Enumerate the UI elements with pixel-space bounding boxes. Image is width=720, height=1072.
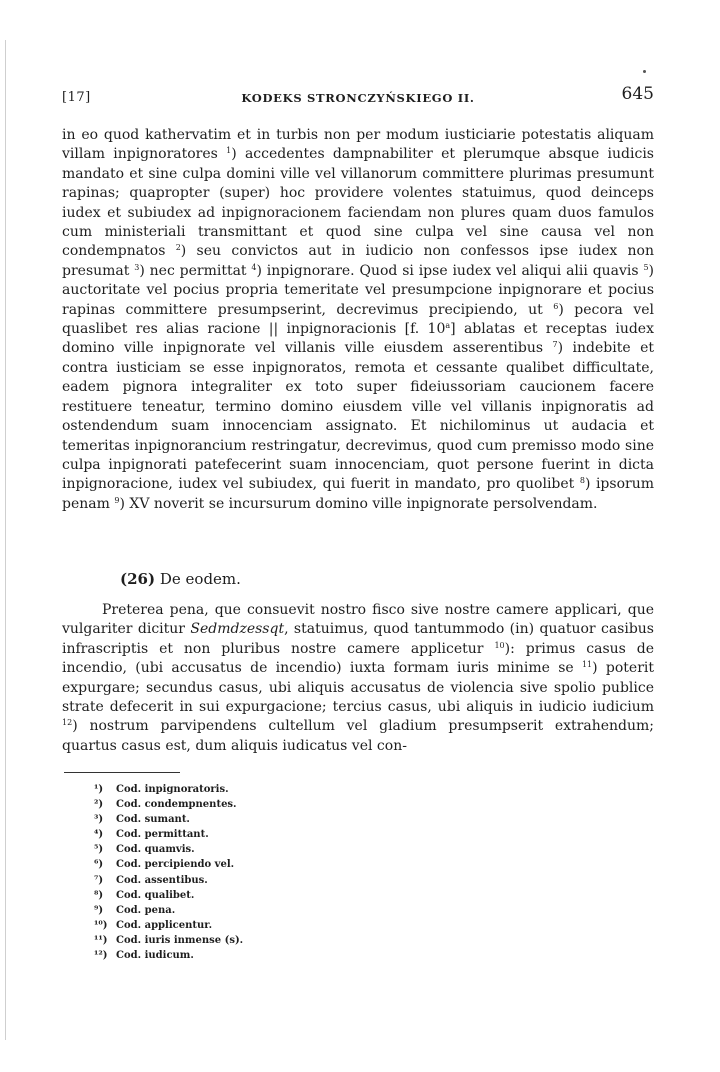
footnote [94,857,494,872]
footnote-mark: ⁵) [94,844,104,856]
section-paragraph: Preterea pena, que consuevit nostro fisco sive nostre camere applicari, que vulgariter dicitur Sedmdzessqt, statuimus, quod tantummodo (in) quatuor casibus infrascriptis et non pluribus nostre camere applicetur $^{10}$): primus casus de incendio, (ubi accusatus de incendio) iuxta formam iuris minime se $^{11}$) poterit expurgare; secundus casus, ubi aliquis accusatus de violencia sive spolio publice strate defecerit in sui expurgacione; tercius casus, ubi aliquis in iudicio iudicium $^{12}$) nostrum parvipendens cultellum vel gladium presumpserit extrahendum; quartus casus est, dum aliquis iudicatus vel con- [62,602,654,754]
footnote-text: Cod. qualibet. [116,889,195,901]
footnote-text: Cod. percipiendo vel. [116,859,235,871]
footnote [94,782,494,797]
footnote [94,827,494,842]
footnote-text: Cod. permittant. [116,829,209,841]
section-body [62,601,654,756]
footnote [94,918,494,933]
running-title: KODEKS STRONCZYŃSKIEGO II. [241,91,475,105]
footnote-mark: ⁷) [94,874,104,886]
ink-speck [643,70,646,73]
section-number: (26) [120,570,156,588]
footnote-text: Cod. pena. [116,904,176,916]
paragraph-continuation: in eo quod kathervatim et in turbis non per modum iusticiarie potestatis aliquam villam inpignoratores $^1$) accedentes dampnabiliter et plerumque absque iudicis mandato et sine culpa domini ville vel villanorum committere plurimas presumunt rapinas; quapropter (super) hoc providere volentes statuimus, quod deinceps iudex et subiudex ad inpignoracionem faciendam non plures quam duos famulos cum ministeriali transmittant et quod sine culpa vel sine causa vel non condempnatos $^2$) seu convictos aut in iudicio non confessos ipse iudex non presumat $^3$) nec permittat $^4$) inpignorare. Quod si ipse iudex vel aliqui alii quavis $^5$) auctoritate vel pocius propria temeritate vel presumpcione inpignorare et pocius rapinas committere presumpserint, decrevimus precipiendo, ut $^6$) pecora vel quaslibet res alias racione || inpignoracionis [f. 10$^a$] ablatas et receptas iudex domino ville inpignorate vel villanis ville eiusdem asserentibus $^7$) indebite et contra iusticiam se esse inpignoratos, remota et cessante qualibet difficultate, eadem pignora integraliter ex toto super fideiussoriam caucionem facere restituere teneatur, termino domino eiusdem ville vel villanis inpignoratis ad ostendendum suam innocenciam assignato. Et nichilominus ut audacia et temeritas inpignorancium restringatur, decrevimus, quod cum premisso modo sine culpa inpignorati patefecerint suam innocenciam, quot persone fuerint in dicta inpignoracione, iudex vel subiudex, qui fuerit in mandato, pro quolibet $^8$) ipsorum penam $^9$) XV noverit se incursurum domino ville inpignorate persolvendam. [62,127,654,512]
section-title: De eodem. [159,570,241,588]
footnote-text: Cod. applicentur. [116,919,213,931]
page-number: 645 [621,84,654,104]
footnote-text: Cod. inpignoratoris. [116,784,229,795]
footnote-mark: ¹) [94,784,104,795]
footnote-mark: ⁴) [94,829,104,841]
footnote-mark: ¹¹) [94,934,108,946]
footnote [94,797,494,812]
footnote [94,903,494,918]
footnote [94,888,494,903]
footnote-text: Cod. condempnentes. [116,799,237,811]
folio-reference: [17] [62,90,91,105]
footnote [94,933,494,948]
body-text [62,126,654,514]
footnote-text: Cod. quamvis. [116,844,195,856]
footnote-mark: ⁶) [94,859,104,871]
section-heading [120,570,241,588]
footnote-text: Cod. iudicum. [116,950,194,962]
footnote-mark: ³) [94,814,104,826]
footnote-mark: ¹²) [94,950,108,962]
footnote-text: Cod. iuris inmense (s). [116,934,244,946]
footnote-text: Cod. assentibus. [116,874,208,886]
footnote-text: Cod. sumant. [116,814,190,826]
footnote [94,842,494,857]
page-header [62,84,654,114]
footnote [94,812,494,827]
footnote [94,948,494,963]
footnotes-list [94,782,494,963]
footnote [94,873,494,888]
footnote-separator [64,772,180,773]
footnote-mark: ¹⁰) [94,919,108,931]
footnote-mark: ⁸) [94,889,104,901]
footnote-mark: ²) [94,799,104,811]
footnote-mark: ⁹) [94,904,104,916]
binding-edge-line [5,40,6,1040]
